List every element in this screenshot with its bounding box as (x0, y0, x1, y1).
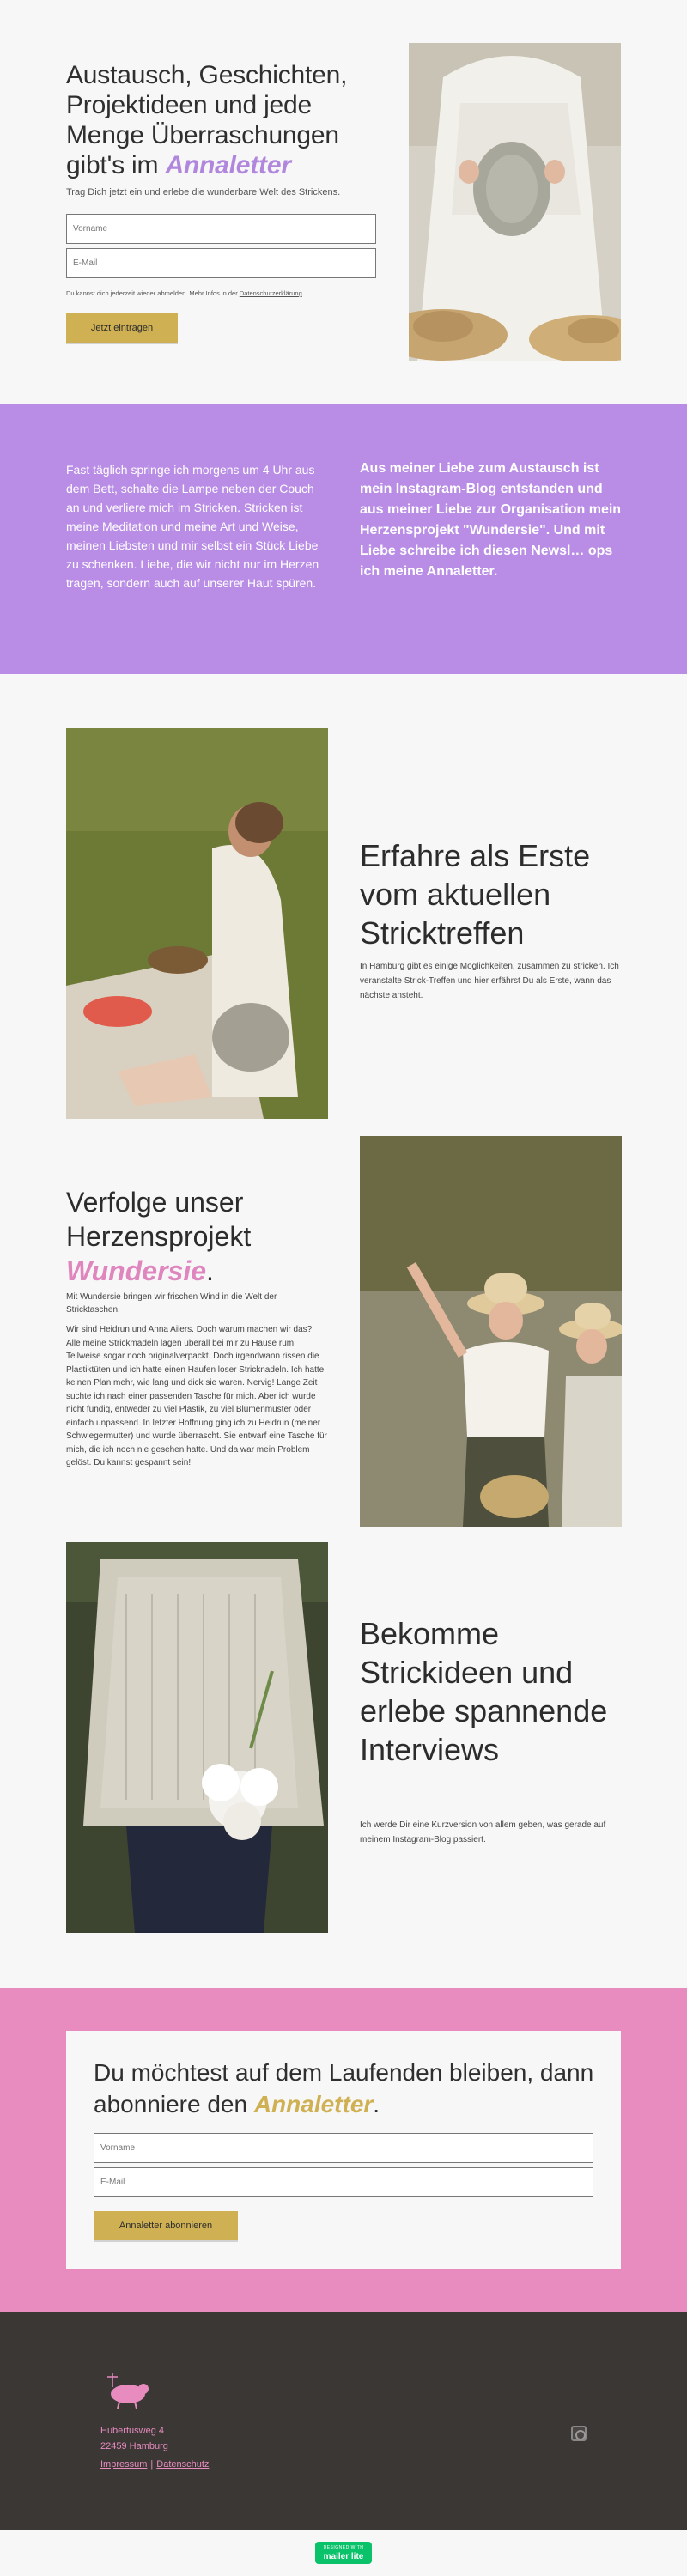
wundersie-title (66, 1185, 350, 1288)
signup-email-field[interactable]: E-Mail (94, 2167, 593, 2197)
hero-title (66, 60, 375, 180)
hero-title-accent: Annaletter (165, 151, 291, 179)
footer-links (100, 2459, 209, 2470)
hero-section (0, 0, 687, 404)
address (100, 2423, 168, 2454)
footer-link-separator: | (150, 2459, 154, 2470)
privacy-note-text: Du kannst dich jederzeit wieder abmelden. Mehr Infos in der (66, 289, 240, 297)
impressum-link[interactable]: Impressum (100, 2459, 148, 2470)
wundersie-lead: Mit Wundersie bringen wir frischen Wind in die Welt der Stricktaschen. (66, 1292, 277, 1315)
bottom-bar (0, 2530, 687, 2576)
instagram-icon[interactable] (571, 2426, 587, 2441)
hero-photo-knitting-woman (409, 43, 621, 361)
hero-subtitle: Trag Dich jetzt ein und erlebe die wunderbare Welt des Strickens. (66, 187, 341, 197)
subscribe-annaletter-button[interactable]: Annaletter abonnieren (94, 2211, 238, 2240)
hero-title-text: Austausch, Geschichten, Projektideen und jede Menge Überraschungen gibt's im (66, 61, 348, 179)
about-section (0, 404, 687, 674)
mailerlite-badge[interactable] (315, 2542, 372, 2564)
meetup-title: Erfahre als Erste vom aktuellen Stricktreffen (360, 838, 591, 951)
signup-first-name-field[interactable]: Vorname (94, 2133, 593, 2163)
privacy-note (66, 289, 302, 297)
signup-title-accent: Annaletter (253, 2091, 374, 2117)
signup-title-end: . (373, 2091, 380, 2117)
interviews-text: Ich werde Dir eine Kurzversion von allem geben, was gerade auf meinem Instagram-Blog passiert. (360, 1820, 606, 1844)
picnic-knitting-photo (66, 728, 328, 1119)
sweater-flowers-photo (66, 1542, 328, 1933)
privacy-policy-link[interactable]: Datenschutzerklärung (239, 289, 302, 297)
meetup-text: In Hamburg gibt es einige Möglichkeiten, zusammen zu stricken. Ich veranstalte Strick-Treffen und hier erfährst Du als Erste, wann das nächste ansteht. (360, 962, 619, 1000)
datenschutz-link[interactable]: Datenschutz (156, 2459, 210, 2470)
wundersie-title-text: Verfolge unser Herzensprojekt (66, 1187, 252, 1252)
wundersie-title-end: . (206, 1255, 214, 1286)
signup-title-text: Du möchtest auf dem Laufenden bleiben, dann abonniere den (94, 2059, 594, 2117)
badge-brand: mailer lite (323, 2552, 364, 2561)
interviews-title: Bekomme Strickideen und erlebe spannende Interviews (360, 1616, 608, 1767)
hero-email-field[interactable]: E-Mail (66, 248, 376, 278)
wundersie-title-accent: Wundersie (66, 1255, 206, 1286)
address-street: Hubertusweg 4 (100, 2426, 164, 2436)
sheep-logo-graphic (100, 2372, 155, 2409)
two-women-hats-photo (360, 1136, 622, 1527)
hero-first-name-field[interactable]: Vorname (66, 214, 376, 244)
picnic-photo-illustration (66, 728, 328, 1119)
footer (0, 2312, 687, 2530)
signup-section (0, 1988, 687, 2312)
signup-title (94, 2057, 600, 2120)
subscribe-now-button[interactable]: Jetzt eintragen (66, 313, 178, 343)
hero-photo-illustration (409, 43, 621, 361)
address-city: 22459 Hamburg (100, 2441, 168, 2451)
wundersie-story: Wir sind Heidrun und Anna Ailers. Doch warum machen wir das? Alle meine Strickmadeln lagen überall bei mir zu Hause rum. Teilweise sogar noch originalverpackt. Doch irgendwann rissen die Plastiktüten und ich hatte einen Haufen loser Stricknadeln. Ich hatte keinen Plan mehr, wie lang und dick sie waren. Nervig! Lange Zeit suchte ich nach einer passenden Tasche für mich. Aber ich wurde nicht fündig, entweder zu viel Plastik, zu viel Blumenmuster oder einfach unpassend. In letzter Hoffnung ging ich zu Heidrun (meiner Schwiegermutter) und wurde überrascht. Sie entwarf eine Tasche für mich, die ich noch nie gesehen hatte. Und da war mein Problem gelöst. Du kannst gespannt sein! (66, 1325, 327, 1467)
sweater-illustration (66, 1542, 328, 1933)
sheep-logo-icon (100, 2372, 155, 2409)
about-intro-text: Fast täglich springe ich morgens um 4 Uhr aus dem Bett, schalte die Lampe neben der Couch an und verliere mich im Stricken. Stricken ist meine Meditation und meine Art und Weise, meinen Liebsten und mir selbst ein Stück Liebe zu schenken. Liebe, die wir nicht nur im Herzen tragen, sondern auch auf unserer Haut spüren. (66, 463, 319, 590)
badge-caption: DESIGNED WITH (323, 2545, 364, 2550)
signup-card (66, 2031, 621, 2269)
two-women-illustration (360, 1136, 622, 1527)
about-highlight-text: Aus meiner Liebe zum Austausch ist mein Instagram-Blog entstanden und aus meiner Liebe zur Organisation mein Herzensprojekt "Wundersie". Und mit Liebe schreibe ich diesen Newsl… ops ich meine Annaletter. (360, 461, 622, 579)
